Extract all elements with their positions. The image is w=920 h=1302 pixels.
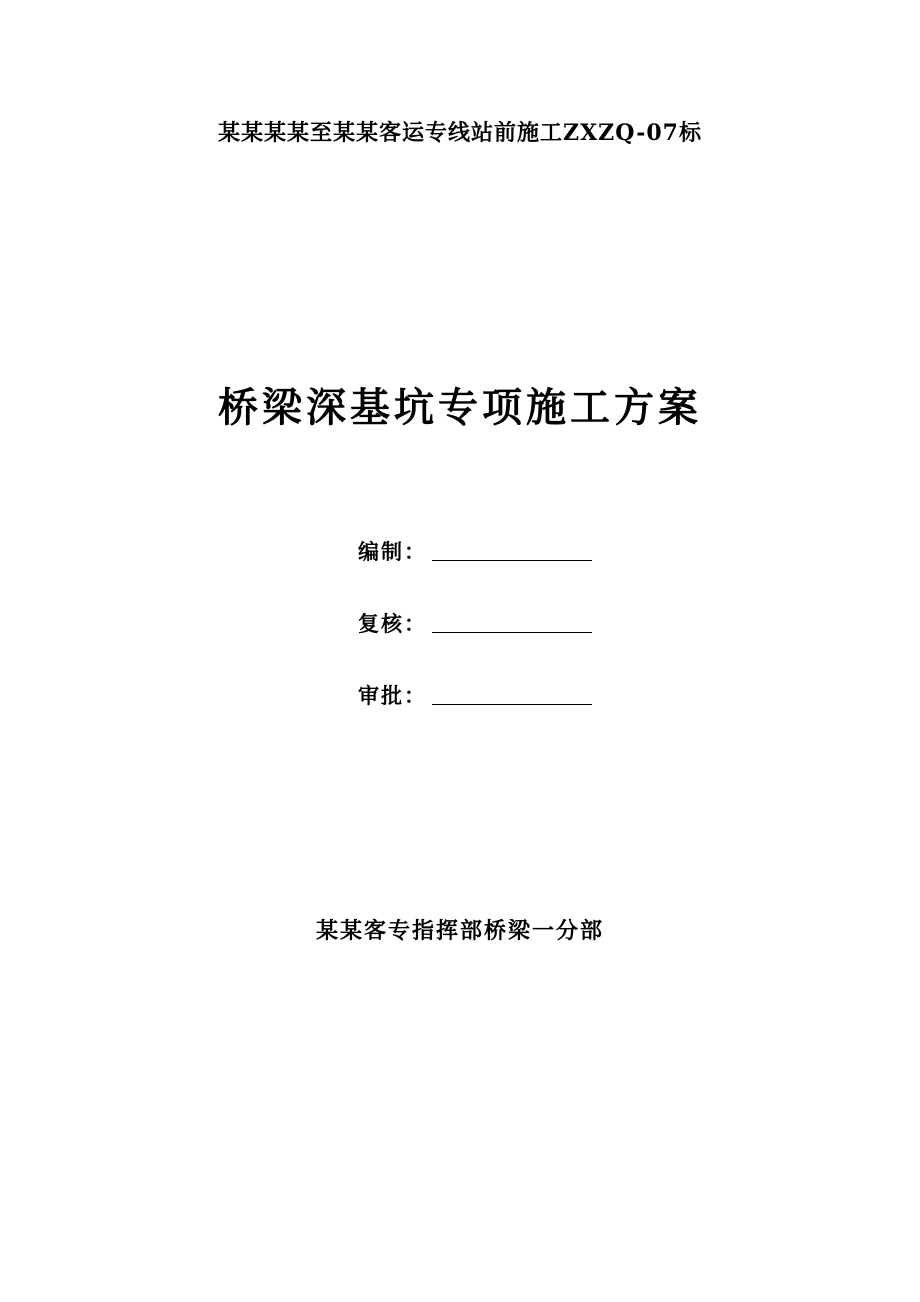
approved-by-line	[432, 704, 592, 705]
reviewed-by-line	[432, 632, 592, 633]
signature-block	[358, 530, 598, 746]
document-title: 桥梁深基坑专项施工方案	[218, 384, 702, 431]
approved-by-label: 审批：	[358, 683, 427, 708]
compiled-by-line	[432, 560, 592, 561]
organization-name: 某某客专指挥部桥梁一分部	[315, 918, 604, 944]
signature-row-compiled	[358, 530, 598, 566]
compiled-by-label: 编制：	[358, 539, 427, 564]
project-name: 某某某某至某某客运专线站前施工ZXZQ-07标	[218, 120, 702, 146]
signature-row-reviewed	[358, 602, 598, 638]
signature-row-approved	[358, 674, 598, 710]
reviewed-by-label: 复核：	[358, 611, 427, 636]
